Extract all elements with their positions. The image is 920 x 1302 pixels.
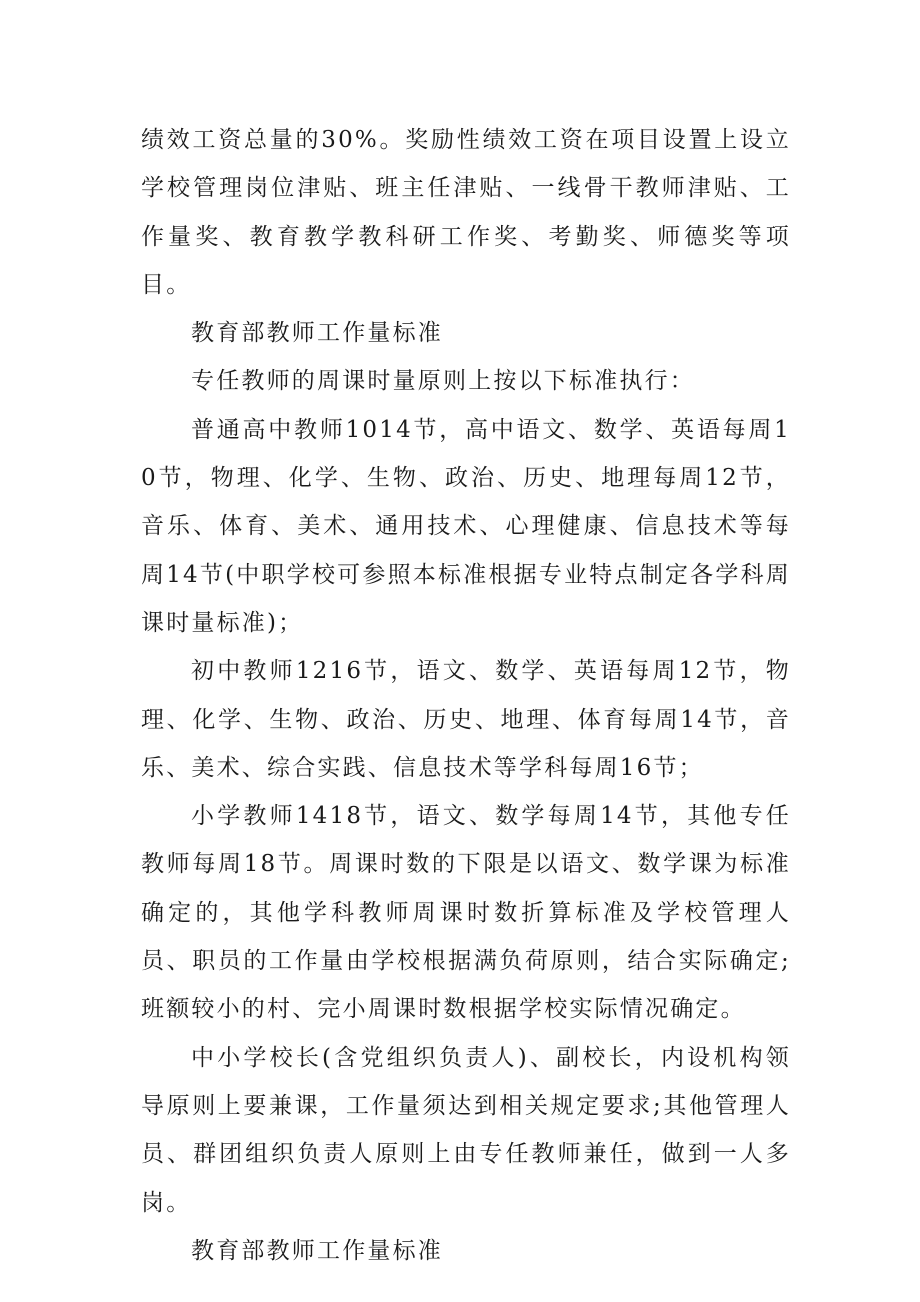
paragraph-2: 专任教师的周课时量原则上按以下标准执行： [191, 368, 695, 395]
paragraph-4: 初中教师1216节，语文、数学、英语每周12节，物理、化学、生物、政治、历史、地理、体育每周14节，音乐、美术、综合实践、信息技术等学科每周16节； [141, 658, 791, 781]
document-body [141, 116, 791, 1275]
paragraph-heading-2: 教育部教师工作量标准 [191, 1237, 443, 1264]
paragraph-1: 绩效工资总量的30%。奖励性绩效工资在项目设置上设立学校管理岗位津贴、班主任津贴、一线骨干教师津贴、工作量奖、教育教学教科研工作奖、考勤奖、师德奖等项目。 [141, 127, 791, 298]
paragraph-6: 中小学校长(含党组织负责人)、副校长，内设机构领导原则上要兼课，工作量须达到相关规定要求;其他管理人员、群团组织负责人原则上由专任教师兼任，做到一人多岗。 [141, 1044, 791, 1216]
paragraph-heading-1: 教育部教师工作量标准 [191, 320, 443, 347]
paragraph-3: 普通高中教师1014节，高中语文、数学、英语每周10节，物理、化学、生物、政治、历史、地理每周12节，音乐、体育、美术、通用技术、心理健康、信息技术等每周14节(中职学校可参照本标准根据专业特点制定各学科周课时量标准)； [141, 416, 791, 636]
paragraph-5: 小学教师1418节，语文、数学每周14节，其他专任教师每周18节。周课时数的下限是以语文、数学课为标准确定的，其他学科教师周课时数折算标准及学校管理人员、职员的工作量由学校根据满负荷原则，结合实际确定;班额较小的村、完小周课时数根据学校实际情况确定。 [141, 803, 791, 1023]
